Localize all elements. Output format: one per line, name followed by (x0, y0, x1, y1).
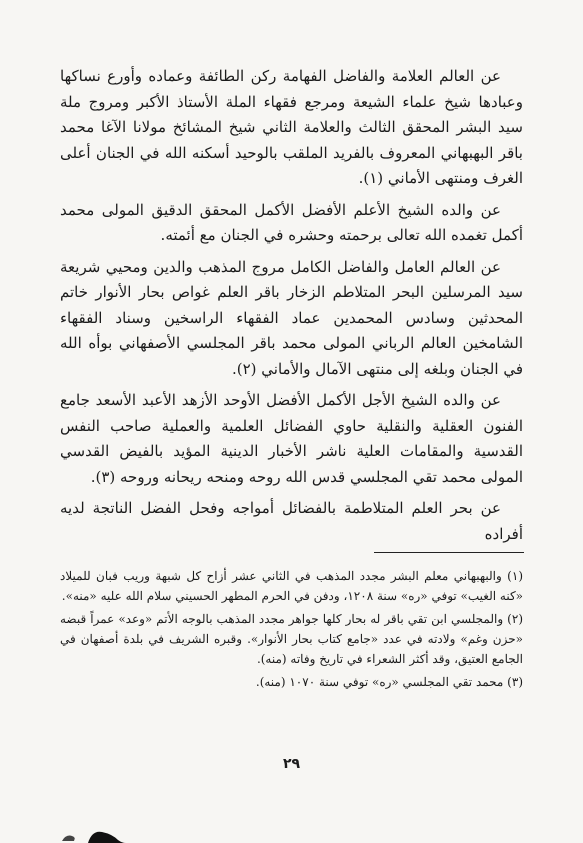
footnote-separator (374, 552, 524, 553)
paragraph-majlisi-taqi: عن والده الشيخ الأجل الأكمل الأفضل الأوحد الأزهد الأعبد الأسعد جامع الفنون العقلية والنقلية حاوي الفضائل العلمية والعملية صاحب النفس القدسية والمقامات العلية ناشر الأخبار الدينية المؤيد بالفيض القدسي المولى محمد تقي المجلسي قدس الله روحه ومنحه ريحانه وروحه (٣). (60, 391, 523, 486)
footnotes (60, 566, 523, 695)
paragraph-bahbahani: عن العالم العلامة والفاضل الفهامة ركن الطائفة وعماده وأورع نساكها وعبادها شيخ علماء الشيعة ومرجع فقهاء الملة الأستاذ الأكبر ومروج ملة سيد البشر المحقق الثالث والعلامة الثاني شيخ المشائخ مولانا الآغا محمد باقر البهبهاني المعروف بالفريد الملقب بالوحيد أسكنه الله في الجنان أعلى الغرف ومنتهى الأماني (١). (60, 67, 523, 187)
paragraph-muhammad-akmal: عن والده الشيخ الأعلم الأفضل الأكمل المحقق الدقيق المولى محمد أكمل تغمده الله تعالى برحمته وحشره في الجنان مع أئمته. (60, 200, 523, 244)
main-text (60, 64, 523, 553)
footnote-2: (٢) والمجلسي ابن تقي باقر له بحار كلها جواهر مجدد المذهب بالوجه الأتم «وعد» عمراً قبضه «حزن وغم» ولادته في عدد «جامع كتاب بحار الأنوار». وقبره الشريف في بلدة أصفهان في الجامع العتيق، وقد أكثر الشعراء في تاريخ وفاته (منه). (60, 612, 523, 666)
footnote-3: (٣) محمد تقي المجلسي «ره» توفي سنة ١٠٧٠ (منه). (255, 675, 523, 689)
scan-smudge-mark (60, 822, 130, 843)
footnote-1: (١) والبهبهاني معلم البشر مجدد المذهب في الثاني عشر أزاح كل شبهة وريب فبان للميلاد «كنه الغيب» توفي «ره» سنة ١٢٠٨، ودفن في الحرم المطهر الحسيني سلام الله عليه «منه». (60, 569, 523, 603)
page-number: ٢٩ (282, 756, 301, 772)
paragraph-continuation: عن بحر العلم المتلاطمة بالفضائل أمواجه وفحل الفضل الناتجة لديه أفراده (60, 499, 523, 543)
paragraph-majlisi-baqir: عن العالم العامل والفاضل الكامل مروج المذهب والدين ومحيي شريعة سيد المرسلين البحر المتلاطم الزخار باقر العلم غواص بحار الأنوار خاتم المحدثين وسادس المحمدين عماد الفقهاء الراسخين وسناد الفقهاء الشامخين العالم الرباني المولى محمد باقر المجلسي الأصفهاني بوأه الله في الجنان وبلغه إلى منتهى الآمال والأماني (٢). (60, 257, 523, 378)
